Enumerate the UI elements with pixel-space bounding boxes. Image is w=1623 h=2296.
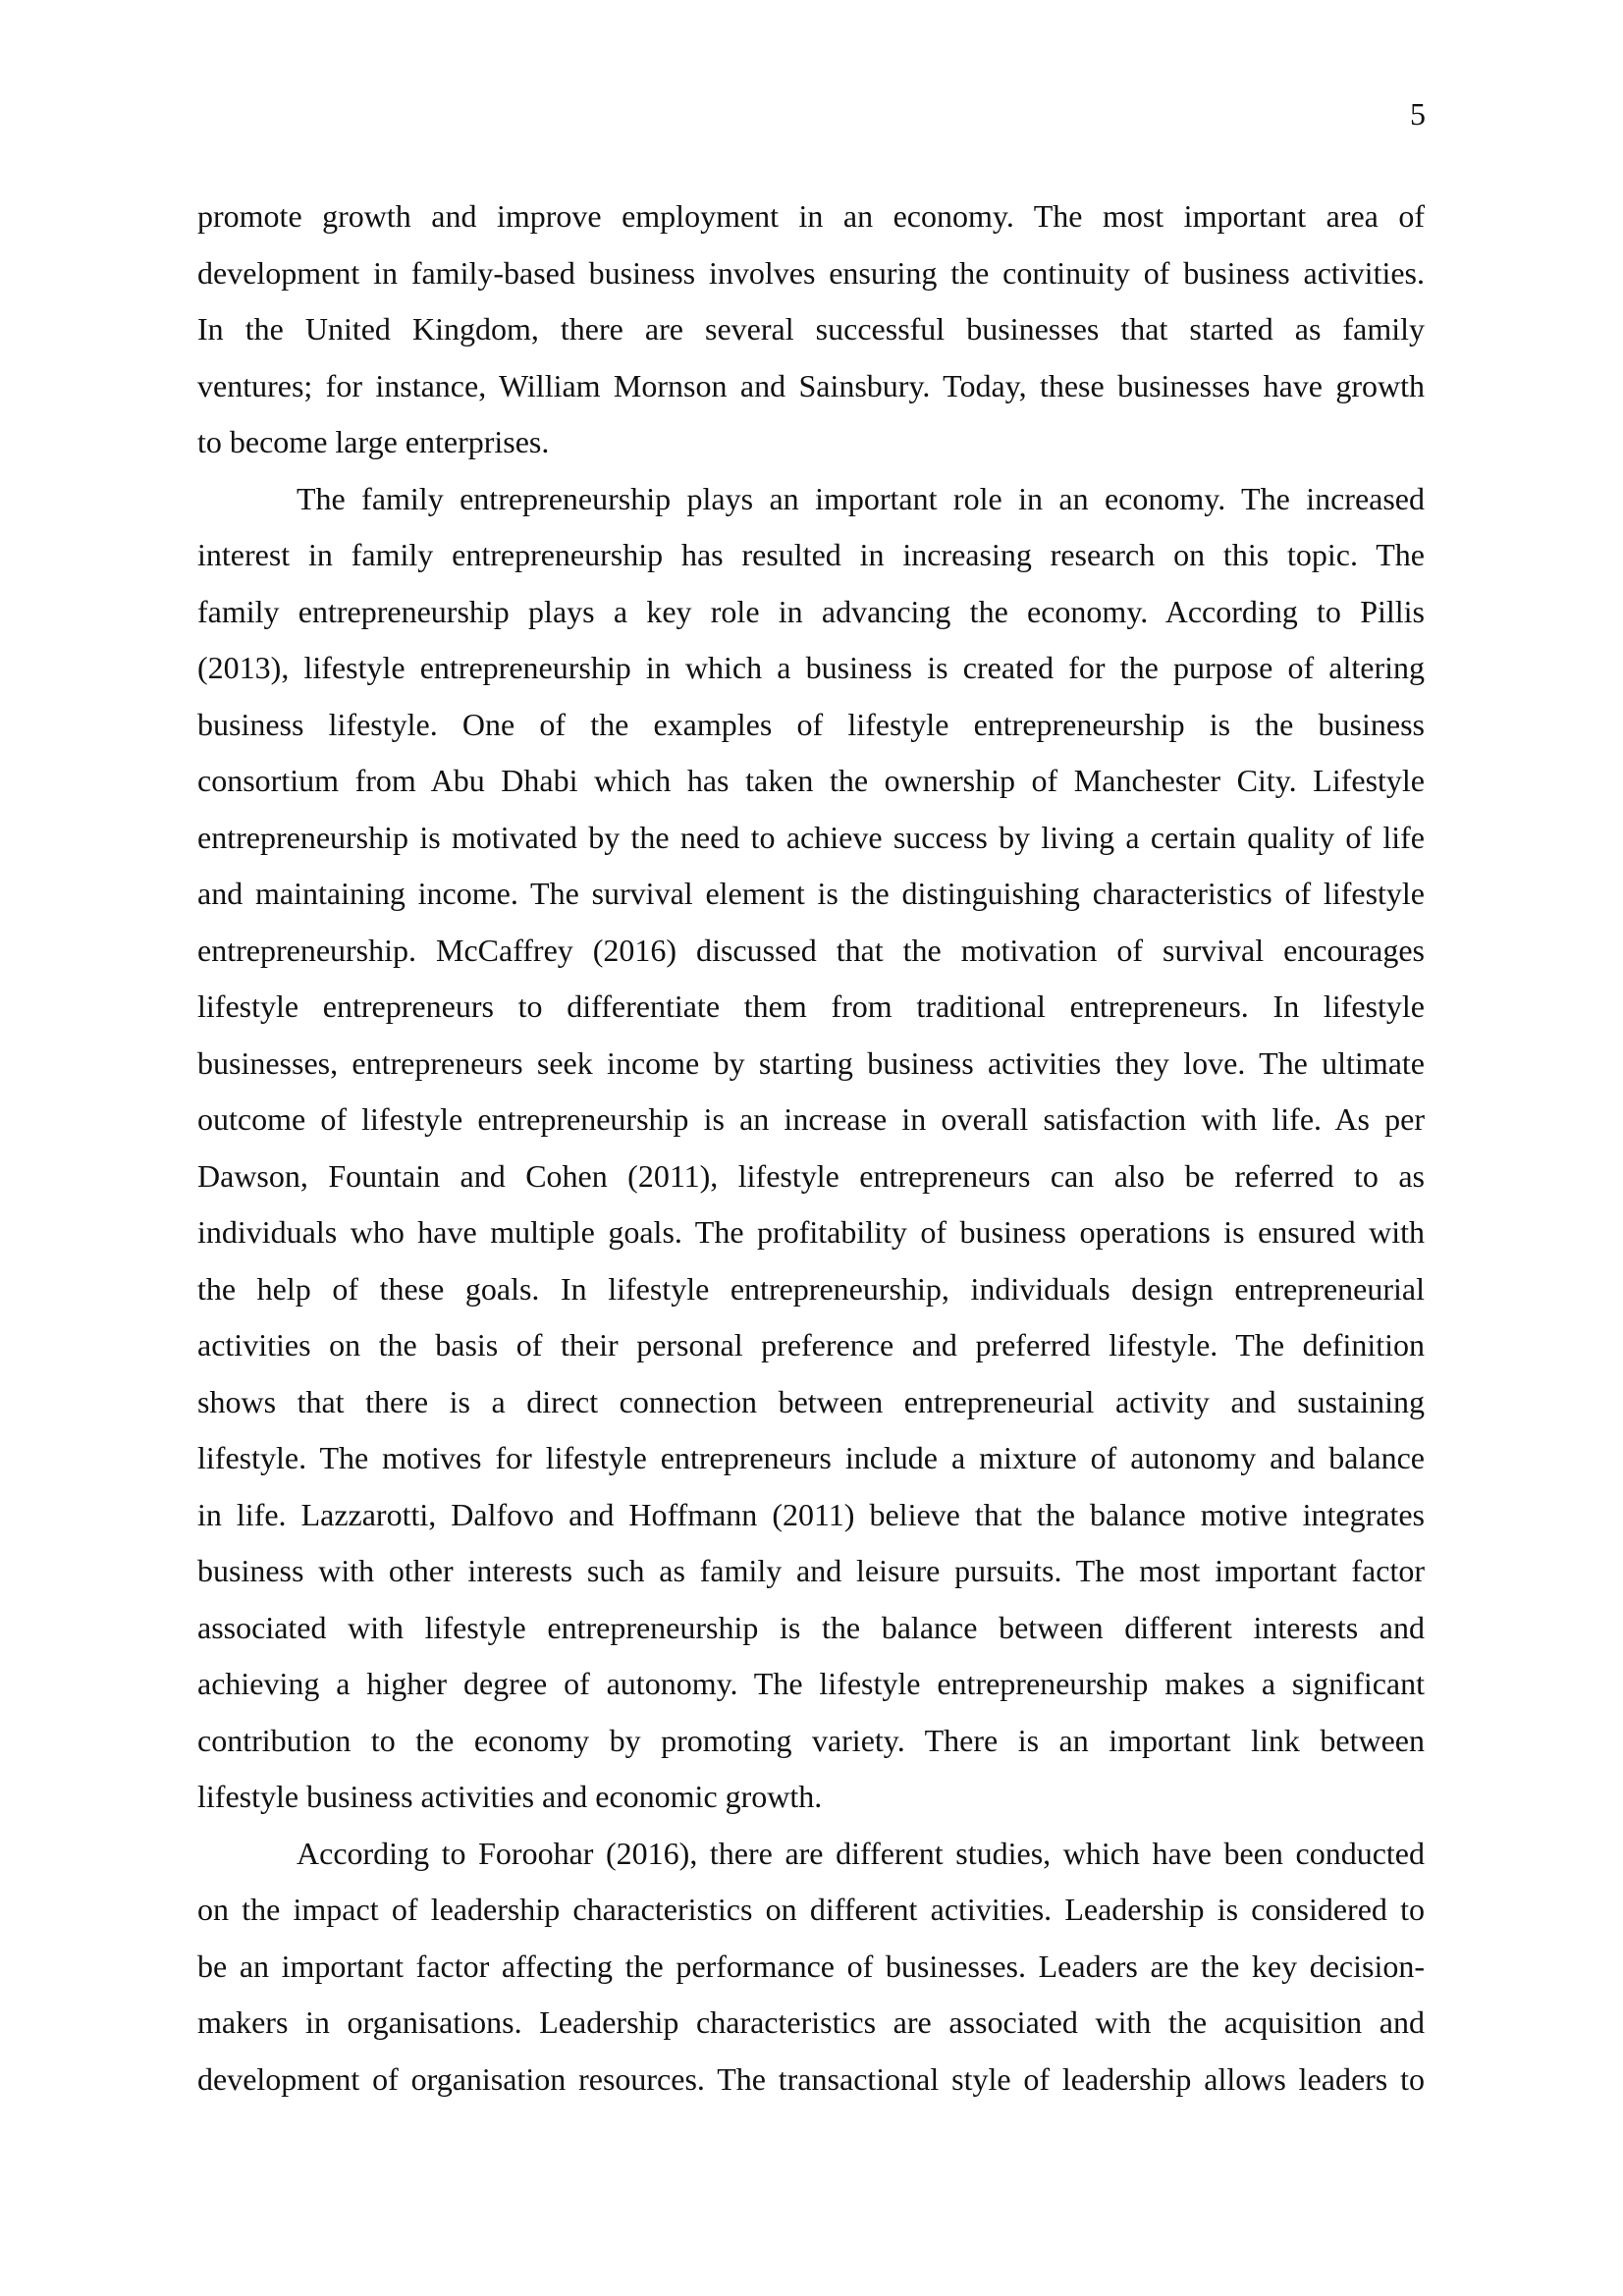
text-line: businesses, entrepreneurs seek income by starting business activities they love. The ultimate <box>197 1044 1425 1081</box>
text-line: lifestyle entrepreneurs to differentiate them from traditional entrepreneurs. In lifestyle <box>197 988 1425 1024</box>
text-line: business with other interests such as family and leisure pursuits. The most important factor <box>197 1553 1425 1588</box>
text-line: development of organisation resources. The transactional style of leadership allows leaders to <box>197 2060 1425 2097</box>
text-line: on the impact of leadership characteristics on different activities. Leadership is considered to <box>197 1892 1425 1927</box>
text-line: interest in family entrepreneurship has resulted in increasing research on this topic. The <box>197 537 1425 572</box>
text-line: achieving a higher degree of autonomy. The lifestyle entrepreneurship makes a significant <box>197 1666 1425 1701</box>
paragraph-2 <box>197 479 1425 1834</box>
page-number: 5 <box>1410 96 1426 132</box>
text-line: in life. Lazzarotti, Dalfovo and Hoffmann (2011) believe that the balance motive integrates <box>197 1496 1425 1532</box>
text-line: shows that there is a direct connection between entrepreneurial activity and sustaining <box>197 1383 1425 1419</box>
text-line: promote growth and improve employment in an economy. The most important area of <box>197 198 1425 234</box>
text-line: be an important factor affecting the performance of businesses. Leaders are the key decision- <box>197 1948 1425 1984</box>
paragraph-3 <box>197 1834 1425 2116</box>
text-line: the help of these goals. In lifestyle entrepreneurship, individuals design entrepreneurial <box>197 1270 1425 1307</box>
text-line: In the United Kingdom, there are several successful businesses that started as family <box>197 311 1425 347</box>
text-line: family entrepreneurship plays a key role in advancing the economy. According to Pillis <box>197 593 1425 629</box>
text-line: lifestyle. The motives for lifestyle entrepreneurs include a mixture of autonomy and balance <box>197 1440 1425 1475</box>
text-line: development in family-based business involves ensuring the continuity of business activities. <box>197 254 1425 291</box>
text-line: ventures; for instance, William Mornson and Sainsbury. Today, these businesses have growth <box>197 367 1425 403</box>
text-line: entrepreneurship is motivated by the need to achieve success by living a certain quality of life <box>197 819 1425 855</box>
text-line: lifestyle business activities and economic growth. <box>197 1779 823 1814</box>
text-line: individuals who have multiple goals. The profitability of business operations is ensured with <box>197 1214 1425 1250</box>
text-line: and maintaining income. The survival element is the distinguishing characteristics of lifestyle <box>197 876 1425 911</box>
text-line: Dawson, Fountain and Cohen (2011), lifestyle entrepreneurs can also be referred to as <box>197 1157 1425 1194</box>
text-line: to become large enterprises. <box>197 424 550 459</box>
text-line: makers in organisations. Leadership characteristics are associated with the acquisition and <box>197 2004 1425 2040</box>
paragraph-1 <box>197 196 1425 479</box>
text-line: associated with lifestyle entrepreneurship is the balance between different interests and <box>197 1609 1425 1645</box>
text-line: activities on the basis of their personal preference and preferred lifestyle. The definition <box>197 1327 1425 1362</box>
text-line: entrepreneurship. McCaffrey (2016) discussed that the motivation of survival encourages <box>197 932 1425 968</box>
text-line: business lifestyle. One of the examples of lifestyle entrepreneurship is the business <box>197 706 1425 742</box>
text-line: contribution to the economy by promoting variety. There is an important link between <box>197 1722 1425 1758</box>
text-line: According to Foroohar (2016), there are different studies, which have been conducted <box>297 1835 1425 1871</box>
text-line: The family entrepreneurship plays an important role in an economy. The increased <box>297 480 1425 516</box>
text-line: outcome of lifestyle entrepreneurship is an increase in overall satisfaction with life. As per <box>197 1101 1425 1137</box>
body-text <box>197 196 1425 2115</box>
text-line: consortium from Abu Dhabi which has taken the ownership of Manchester City. Lifestyle <box>197 763 1425 798</box>
text-line: (2013), lifestyle entrepreneurship in which a business is created for the purpose of altering <box>197 650 1425 685</box>
